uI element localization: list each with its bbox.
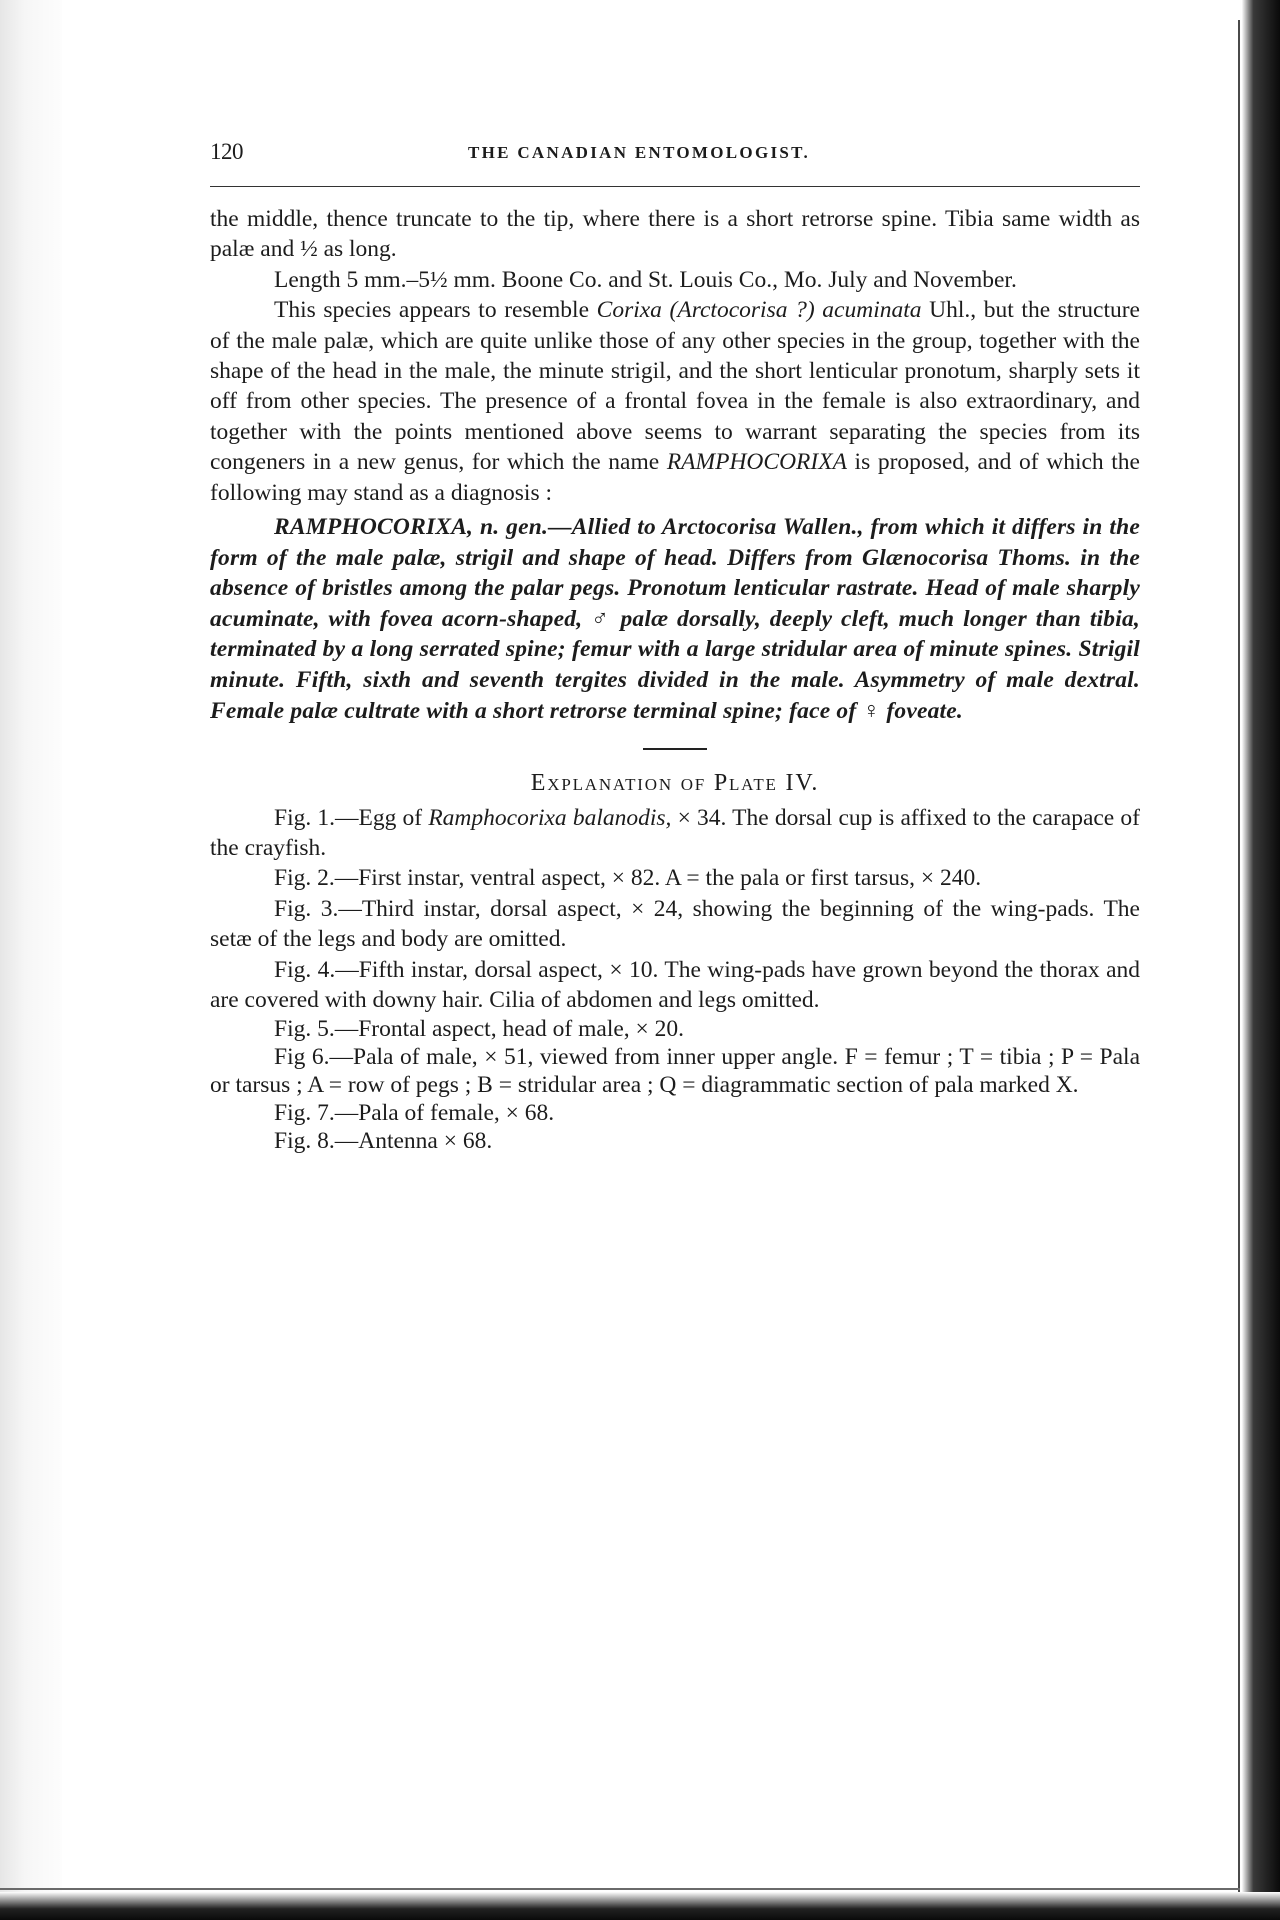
text-run: × 34. The dorsal cup is affixed to the carapace of the crayfish.: [210, 804, 1140, 862]
plate-explanation-title: Explanation of Plate IV.: [530, 770, 820, 797]
figure-species-italic: Ramphocorixa balanodis,: [428, 804, 672, 831]
paragraph-continuation: the middle, thence truncate to the tip, where there is a short retrorse spine. Tibia same width as palæ and ½ as long.: [210, 206, 1140, 263]
scan-bottom-edge-line: [0, 1888, 1240, 1890]
figure-caption-5: Fig. 5.—Frontal aspect, head of male, × 20.: [274, 1016, 685, 1043]
page-number: 120: [210, 139, 243, 164]
body-text: [210, 204, 1140, 1155]
figure-list: [210, 803, 1140, 1156]
diagnosis-genus: RAMPHOCORIXA,: [274, 514, 474, 541]
header-rule: [210, 186, 1140, 187]
running-head: [210, 135, 1140, 171]
genus-name-italic: RAMPHOCORIXA: [666, 449, 847, 476]
figure-caption-2: Fig. 2.—First instar, ventral aspect, × 82. A = the pala or first tarsus, × 240.: [274, 865, 982, 892]
paragraph-species-comparison: [210, 295, 1140, 508]
journal-title: THE CANADIAN ENTOMOLOGIST.: [468, 143, 811, 162]
scan-page-edge-line: [1238, 20, 1240, 1900]
scan-left-margin: [0, 0, 62, 1920]
text-run: is proposed, and of which the following may stand as a diagnosis :: [210, 449, 1140, 506]
figure-caption-1: [210, 803, 1140, 864]
figure-caption-6: [210, 1043, 1140, 1099]
document-page: [210, 135, 1141, 1155]
text-run: This species appears to resemble: [274, 297, 597, 324]
species-name-italic: Corixa (Arctocorisa ?) acuminata: [596, 297, 922, 324]
text-run: Uhl., but the structure of the male palæ, which are quite unlike those of any other species in the group, together with the shape of the head in the male, the minute strigil, and the short lenticular pronotum, sharply sets it off from other species. The presence of a frontal fovea in the female is also extraordinary, and together with the points mentioned above seems to warrant separating the species from its congeners in a new genus, for which the name: [210, 297, 1140, 476]
paragraph-length: Length 5 mm.–5½ mm. Boone Co. and St. Louis Co., Mo. July and November.: [274, 266, 1017, 293]
text-run: Fig 6.—Pala of male, × 51, viewed from inner upper angle.: [274, 1044, 839, 1071]
diagnosis-text: n. gen.—Allied to Arctocorisa Wallen., from which it differs in the form of the male palæ, strigil and shape of head. Differs from Glænocorisa Thoms. in the absence of bristles among the palar pegs. Pronotum lenticular rastrate. Head of male sharply acuminate, with fovea acorn-shaped, ♂ palæ dorsally, deeply cleft, much longer than tibia, terminated by a long serrated spine; femur with a large stridular area of minute spines. Strigil minute. Fifth, sixth and seventh tergites divided in the male. Asymmetry of male dextral. Female palæ cultrate with a short retrorse terminal spine; face of ♀ foveate.: [210, 514, 1140, 724]
scan-bottom-edge: [0, 1892, 1280, 1920]
genus-diagnosis: [210, 512, 1140, 726]
figure-caption-3: Fig. 3.—Third instar, dorsal aspect, × 24, showing the beginning of the wing-pads. The setæ of the legs and body are omitted.: [210, 895, 1140, 953]
text-run: F = femur ; T = tibia ; P = Pala or tarsus ; A = row of pegs ; B = stridular area ; Q = diagrammatic section of pala marked X.: [210, 1044, 1141, 1099]
text-run: Fig. 1.—Egg of: [274, 804, 429, 831]
scan-right-edge: [1242, 0, 1280, 1920]
figure-caption-7: Fig. 7.—Pala of female, × 68.: [274, 1100, 555, 1127]
figure-caption-8: Fig. 8.—Antenna × 68.: [274, 1128, 493, 1155]
section-divider: [643, 748, 707, 750]
figure-caption-4: Fig. 4.—Fifth instar, dorsal aspect, × 10. The wing-pads have grown beyond the thorax and are covered with downy hair. Cilia of abdomen and legs omitted.: [210, 956, 1140, 1014]
